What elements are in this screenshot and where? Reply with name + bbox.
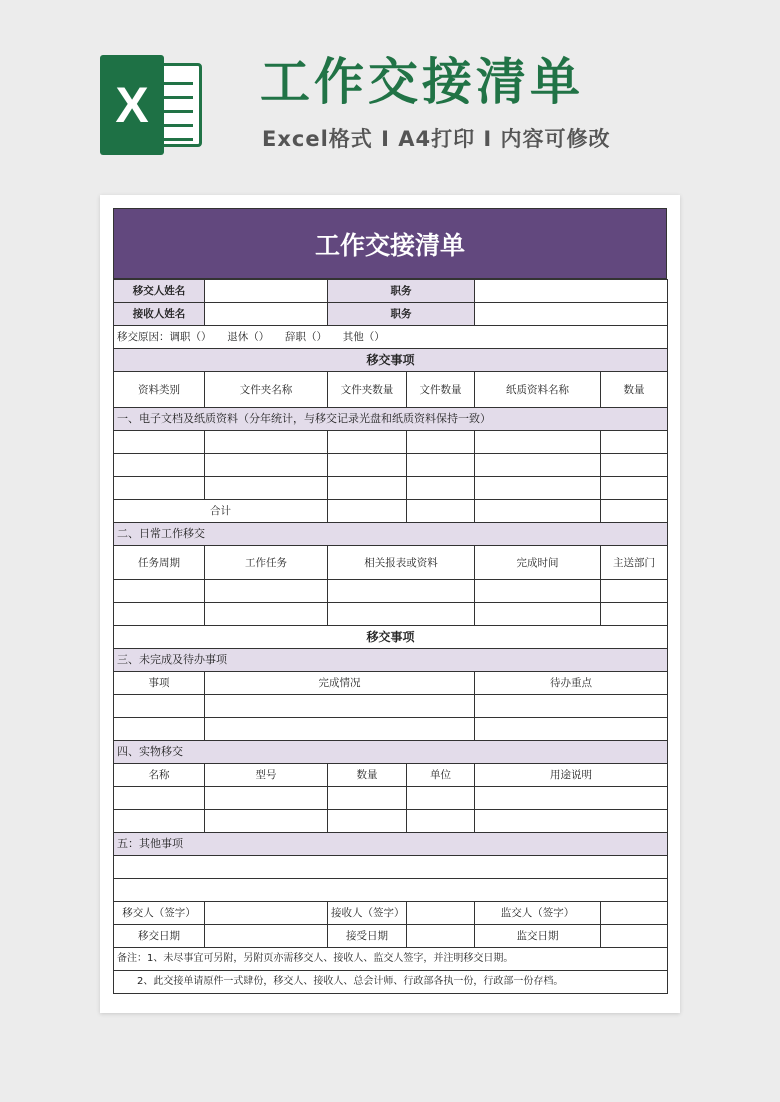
transfer-date-label: 移交日期 (114, 925, 205, 948)
transferor-sign-cell[interactable] (205, 902, 328, 925)
receiver-sign-label: 接收人（签字） (328, 902, 407, 925)
data-cell[interactable] (205, 718, 475, 741)
section-label: 三、未完成及待办事项 (114, 649, 668, 672)
table-row (114, 649, 668, 672)
supervisor-sign-cell[interactable] (601, 902, 668, 925)
column-header: 文件夹数量 (328, 372, 407, 408)
data-cell[interactable] (407, 431, 475, 454)
column-header: 主送部门 (601, 546, 668, 580)
data-cell[interactable] (114, 477, 205, 500)
banner-subtitle: Excel格式 I A4打印 I 内容可修改 (262, 127, 611, 151)
receive-date-cell[interactable] (407, 925, 475, 948)
excel-logo-letter: X (115, 77, 149, 133)
data-cell[interactable] (475, 431, 601, 454)
data-cell[interactable] (601, 431, 668, 454)
data-cell[interactable] (114, 580, 205, 603)
section-label: 二、日常工作移交 (114, 523, 668, 546)
data-cell[interactable] (114, 454, 205, 477)
table-row (114, 879, 668, 902)
table-row (114, 477, 668, 500)
table-row (114, 971, 668, 994)
receiver-name-label: 接收人姓名 (114, 303, 205, 326)
data-cell[interactable] (114, 856, 668, 879)
supervise-date-cell[interactable] (601, 925, 668, 948)
data-cell[interactable] (475, 580, 601, 603)
table-row (114, 695, 668, 718)
receiver-position-cell[interactable] (475, 303, 668, 326)
data-cell[interactable] (328, 454, 407, 477)
table-row (114, 626, 668, 649)
data-cell[interactable] (601, 603, 668, 626)
table-row (114, 372, 668, 408)
column-header: 型号 (205, 764, 328, 787)
data-cell[interactable] (407, 810, 475, 833)
excel-logo-icon (100, 55, 204, 155)
position-label: 职务 (328, 303, 475, 326)
data-cell[interactable] (407, 477, 475, 500)
note-line-1: 备注：1、未尽事宜可另附，另附页亦需移交人、接收人、监交人签字，并注明移交日期。 (114, 948, 668, 971)
column-header: 资料类别 (114, 372, 205, 408)
column-header: 完成情况 (205, 672, 475, 695)
banner (0, 0, 780, 190)
data-cell[interactable] (475, 454, 601, 477)
data-cell[interactable] (114, 695, 205, 718)
data-cell[interactable] (205, 810, 328, 833)
transferor-name-cell[interactable] (205, 280, 328, 303)
transferor-position-cell[interactable] (475, 280, 668, 303)
data-cell[interactable] (114, 879, 668, 902)
data-cell[interactable] (205, 787, 328, 810)
data-cell[interactable] (475, 695, 668, 718)
table-row (114, 326, 668, 349)
data-cell[interactable] (475, 477, 601, 500)
table-row (114, 349, 668, 372)
table-row (114, 603, 668, 626)
handover-sheet (113, 208, 667, 994)
data-cell[interactable] (205, 695, 475, 718)
column-header: 单位 (407, 764, 475, 787)
table-row (114, 454, 668, 477)
data-cell[interactable] (407, 454, 475, 477)
data-cell[interactable] (205, 580, 328, 603)
subtotal-label: 合计 (114, 500, 328, 523)
data-cell[interactable] (328, 580, 475, 603)
data-cell[interactable] (205, 603, 328, 626)
sheet-title: 工作交接清单 (113, 208, 667, 279)
section-header: 移交事项 (114, 349, 668, 372)
column-header: 纸质资料名称 (475, 372, 601, 408)
table-row (114, 303, 668, 326)
data-cell[interactable] (601, 454, 668, 477)
section-header: 移交事项 (114, 626, 668, 649)
column-header: 工作任务 (205, 546, 328, 580)
data-cell[interactable] (328, 603, 475, 626)
data-cell[interactable] (205, 477, 328, 500)
column-header: 事项 (114, 672, 205, 695)
excel-logo-front (100, 55, 164, 155)
data-cell[interactable] (328, 500, 407, 523)
data-cell[interactable] (475, 500, 601, 523)
section-label: 五：其他事项 (114, 833, 668, 856)
data-cell[interactable] (328, 810, 407, 833)
data-cell[interactable] (114, 431, 205, 454)
data-cell[interactable] (601, 477, 668, 500)
position-label: 职务 (328, 280, 475, 303)
data-cell[interactable] (205, 454, 328, 477)
handover-table (113, 279, 668, 994)
data-cell[interactable] (328, 477, 407, 500)
data-cell[interactable] (601, 580, 668, 603)
transferor-sign-label: 移交人（签字） (114, 902, 205, 925)
data-cell[interactable] (328, 431, 407, 454)
table-row (114, 408, 668, 431)
column-header: 文件夹名称 (205, 372, 328, 408)
data-cell[interactable] (114, 718, 205, 741)
column-header: 数量 (328, 764, 407, 787)
receiver-name-cell[interactable] (205, 303, 328, 326)
banner-title: 工作交接清单 (260, 53, 584, 111)
supervise-date-label: 监交日期 (475, 925, 601, 948)
reason-line[interactable]: 移交原因：调职（） 退休（） 辞职（） 其他（） (114, 326, 668, 349)
table-row (114, 764, 668, 787)
column-header: 完成时间 (475, 546, 601, 580)
data-cell[interactable] (475, 603, 601, 626)
data-cell[interactable] (114, 603, 205, 626)
column-header: 待办重点 (475, 672, 668, 695)
receiver-sign-cell[interactable] (407, 902, 475, 925)
data-cell[interactable] (328, 787, 407, 810)
data-cell[interactable] (475, 787, 668, 810)
table-row (114, 948, 668, 971)
table-row (114, 431, 668, 454)
column-header: 相关报表或资料 (328, 546, 475, 580)
data-cell[interactable] (475, 718, 668, 741)
data-cell[interactable] (114, 810, 205, 833)
data-cell[interactable] (205, 431, 328, 454)
table-row (114, 856, 668, 879)
data-cell[interactable] (475, 810, 668, 833)
supervisor-sign-label: 监交人（签字） (475, 902, 601, 925)
table-row (114, 546, 668, 580)
receive-date-label: 接受日期 (328, 925, 407, 948)
column-header: 名称 (114, 764, 205, 787)
table-row (114, 902, 668, 925)
table-row (114, 580, 668, 603)
table-row (114, 833, 668, 856)
table-row (114, 718, 668, 741)
table-row (114, 280, 668, 303)
section-label: 四、实物移交 (114, 741, 668, 764)
table-row (114, 787, 668, 810)
data-cell[interactable] (601, 500, 668, 523)
note-line-2: 2、此交接单请原件一式肆份，移交人、接收人、总会计师、行政部各执一份，行政部一份存档。 (114, 971, 668, 994)
column-header: 任务周期 (114, 546, 205, 580)
table-row (114, 500, 668, 523)
data-cell[interactable] (114, 787, 205, 810)
transferor-name-label: 移交人姓名 (114, 280, 205, 303)
table-row (114, 741, 668, 764)
section-label: 一、电子文档及纸质资料（分年统计，与移交记录光盘和纸质资料保持一致） (114, 408, 668, 431)
data-cell[interactable] (407, 500, 475, 523)
data-cell[interactable] (407, 787, 475, 810)
column-header: 文件数量 (407, 372, 475, 408)
table-row (114, 523, 668, 546)
table-row (114, 925, 668, 948)
table-row (114, 810, 668, 833)
table-row (114, 672, 668, 695)
column-header: 数量 (601, 372, 668, 408)
column-header: 用途说明 (475, 764, 668, 787)
transfer-date-cell[interactable] (205, 925, 328, 948)
